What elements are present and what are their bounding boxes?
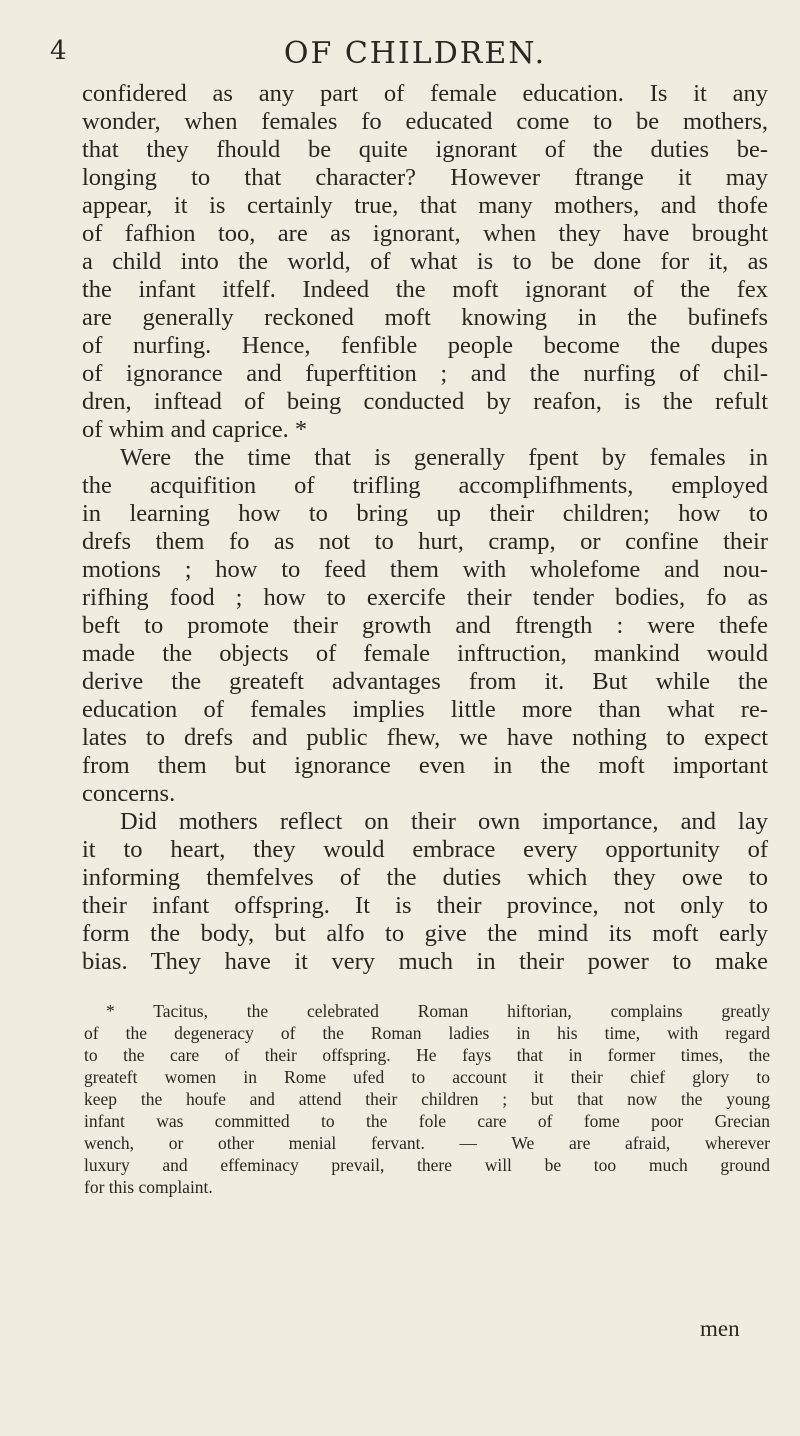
footnote-line: for this complaint. [84,1177,213,1197]
footnote-line: of the degeneracy of the Roman ladies in his time, with regard [84,1023,770,1043]
footnote-line: to the care of their offspring. He fays that in former times, the [84,1045,770,1065]
page-header [50,36,780,82]
footnote [84,1000,770,1198]
body-line: from them but ignorance even in the moft important [82,752,768,779]
body-line: derive the greateft advantages from it. But while the [82,668,768,695]
body-line: confidered as any part of female education. Is it any [82,80,768,107]
body-line: of ignorance and fuperftition ; and the nurfing of chil- [82,360,768,387]
footnote-line: greateft women in Rome ufed to account it their chief glory to [84,1067,770,1087]
body-text [82,80,768,976]
body-line: the acquifition of trifling accomplifhments, employed [82,472,768,499]
page-number: 4 [50,36,67,66]
body-line: Were the time that is generally fpent by females in [120,444,768,471]
body-line: motions ; how to feed them with wholefome and nou- [82,556,768,583]
body-line: dren, inftead of being conducted by reafon, is the refult [82,388,768,415]
body-line: it to heart, they would embrace every opportunity of [82,836,768,863]
body-line: of fafhion too, are as ignorant, when they have brought [82,220,768,247]
body-line: education of females implies little more than what re- [82,696,768,723]
body-line: a child into the world, of what is to be done for it, as [82,248,768,275]
catchword: men [700,1316,740,1341]
body-line: wonder, when females fo educated come to be mothers, [82,108,768,135]
body-line: lates to drefs and public fhew, we have nothing to expect [82,724,768,751]
body-line: Did mothers reflect on their own importance, and lay [120,808,768,835]
body-line: that they fhould be quite ignorant of the duties be- [82,136,768,163]
body-line: bias. They have it very much in their power to make [82,948,768,975]
body-line: form the body, but alfo to give the mind its moft early [82,920,768,947]
body-line: appear, it is certainly true, that many mothers, and thofe [82,192,768,219]
body-line: beft to promote their growth and ftrength : were thefe [82,612,768,639]
body-line: made the objects of female inftruction, mankind would [82,640,768,667]
body-line: the infant itfelf. Indeed the moft ignorant of the fex [82,276,768,303]
body-line: in learning how to bring up their children; how to [82,500,768,527]
body-line: drefs them fo as not to hurt, cramp, or confine their [82,528,768,555]
body-line: informing themfelves of the duties which they owe to [82,864,768,891]
body-line: concerns. [82,780,176,807]
footnote-line: keep the houfe and attend their children ; but that now the young [84,1089,770,1109]
footnote-line: infant was committed to the fole care of fome poor Grecian [84,1111,770,1131]
footnote-line: luxury and effeminacy prevail, there will be too much ground [84,1155,770,1175]
body-line: longing to that character? However ftrange it may [82,164,768,191]
running-head: OF CHILDREN. [283,36,547,71]
body-line: rifhing food ; how to exercife their tender bodies, fo as [82,584,768,611]
body-line: of whim and caprice. * [82,416,308,443]
body-line: of nurfing. Hence, fenfible people become the dupes [82,332,768,359]
body-line: are generally reckoned moft knowing in the bufinefs [82,304,768,331]
footnote-line: wench, or other menial fervant. — We are afraid, wherever [84,1133,770,1153]
body-line: their infant offspring. It is their province, not only to [82,892,768,919]
footnote-line: * Tacitus, the celebrated Roman hiftorian, complains greatly [106,1001,770,1021]
